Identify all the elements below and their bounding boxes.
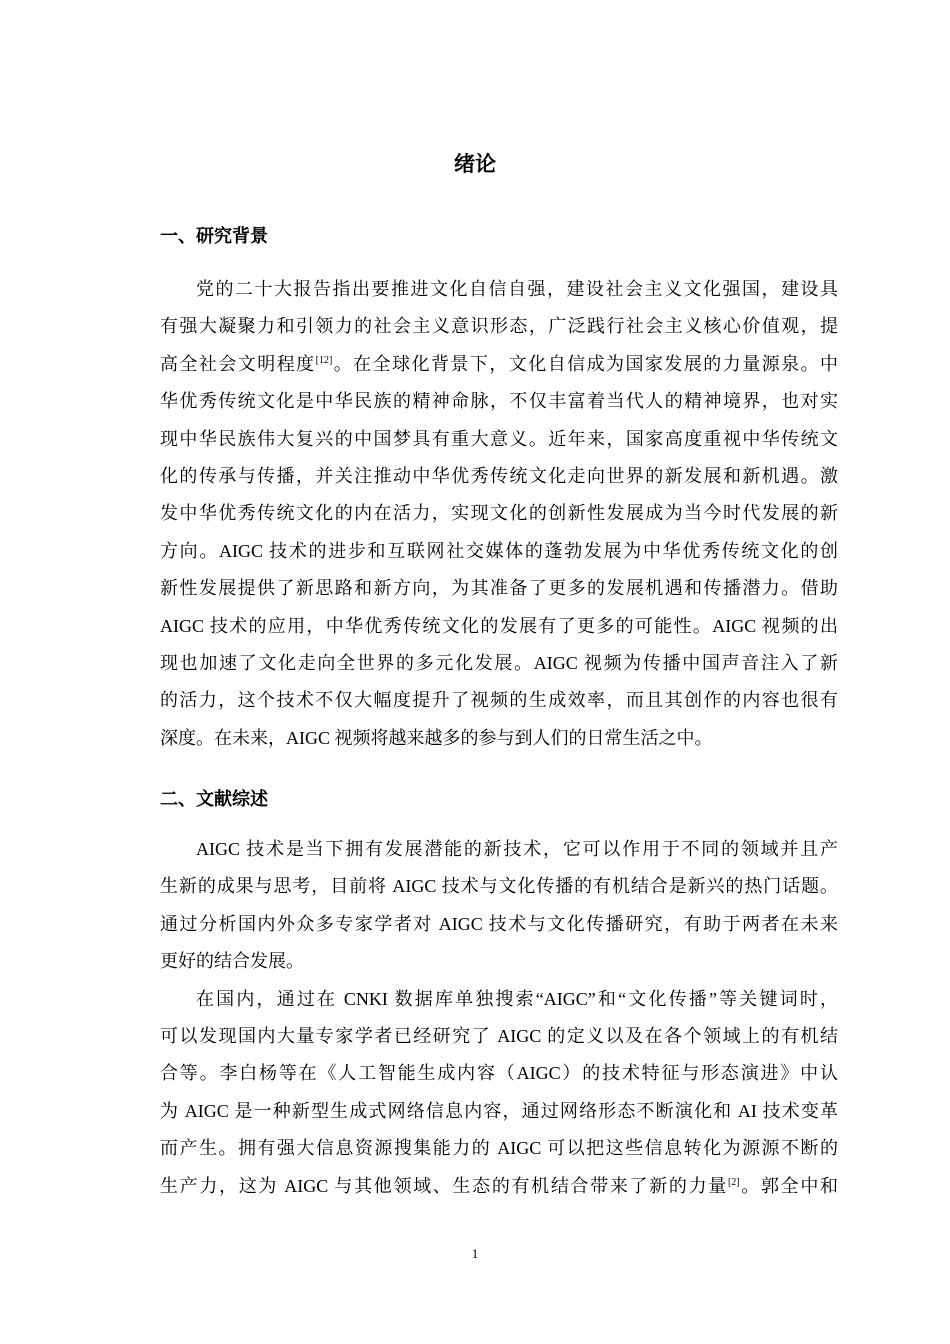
text-line	[160, 1168, 838, 1205]
text-line: 深度。在未来，AIGC 视频将越来越多的参与到人们的日常生活之中。	[160, 727, 713, 748]
text-line: 合等。李白杨等在《人工智能生成内容（AIGC）的技术特征与形态演进》中认	[160, 1063, 838, 1084]
text-line: 有强大凝聚力和引领力的社会主义意识形态，广泛践行社会主义核心价值观，提	[160, 316, 838, 337]
section-heading-background: 一、研究背景	[160, 226, 268, 246]
text-segment: 高全社会文明程度	[160, 353, 316, 374]
text-line: 为 AIGC 是一种新型生成式网络信息内容，通过网络形态不断演化和 AI 技术变革	[160, 1100, 838, 1121]
text-line: 新性发展提供了新思路和新方向，为其准备了更多的发展机遇和传播潜力。借助	[160, 578, 838, 599]
text-line: 生新的成果与思考，目前将 AIGC 技术与文化传播的有机结合是新兴的热门话题。	[160, 876, 838, 897]
text-line: 更好的结合发展。	[160, 951, 304, 972]
text-line: AIGC 技术的应用，中华优秀传统文化的发展有了更多的可能性。AIGC 视频的出	[160, 615, 838, 636]
section-heading-literature-review: 二、文献综述	[160, 789, 268, 809]
text-segment: 。在全球化背景下，文化自信成为国家发展的力量源泉。中	[332, 353, 839, 374]
text-segment: 生产力，这为 AIGC 与其他领域、生态的有机结合带来了新的力量	[160, 1175, 728, 1196]
text-line: 的活力，这个技术不仅大幅度提升了视频的生成效率，而且其创作的内容也很有	[160, 690, 838, 711]
text-line: 发中华优秀传统文化的内在活力，实现文化的创新性发展成为当今时代发展的新	[160, 503, 838, 524]
text-line: 现中华民族伟大复兴的中国梦具有重大意义。近年来，国家高度重视中华传统文	[160, 428, 838, 449]
text-segment: 。郭全中和	[739, 1175, 839, 1196]
citation: [12]	[315, 354, 333, 366]
paragraph-background	[160, 271, 838, 757]
page-number: 1	[471, 1246, 479, 1261]
text-line	[160, 346, 838, 383]
chapter-title: 绪论	[454, 152, 496, 176]
citation: [2]	[727, 1176, 740, 1188]
text-line: 方向。AIGC 技术的进步和互联网社交媒体的蓬勃发展为中华优秀传统文化的创	[160, 540, 838, 561]
text-line: 化的传承与传播，并关注推动中华优秀传统文化走向世界的新发展和新机遇。激	[160, 465, 838, 486]
paragraph-literature-1	[160, 831, 838, 1205]
text-line: 而产生。拥有强大信息资源搜集能力的 AIGC 可以把这些信息转化为源源不断的	[160, 1138, 838, 1159]
text-line: 华优秀传统文化是中华民族的精神命脉，不仅丰富着当代人的精神境界，也对实	[160, 391, 838, 412]
text-line: 可以发现国内大量专家学者已经研究了 AIGC 的定义以及在各个领域上的有机结	[160, 1025, 838, 1046]
text-line: AIGC 技术是当下拥有发展潜能的新技术，它可以作用于不同的领域并且产	[196, 839, 838, 859]
text-line: 在国内，通过在 CNKI 数据库单独搜索“AIGC”和“文化传播”等关键词时，	[196, 988, 838, 1009]
text-line: 通过分析国内外众多专家学者对 AIGC 技术与文化传播研究，有助于两者在未来	[160, 913, 838, 934]
text-line: 现也加速了文化走向全世界的多元化发展。AIGC 视频为传播中国声音注入了新	[160, 652, 838, 673]
text-line: 党的二十大报告指出要推进文化自信自强，建设社会主义文化强国，建设具	[196, 279, 838, 299]
